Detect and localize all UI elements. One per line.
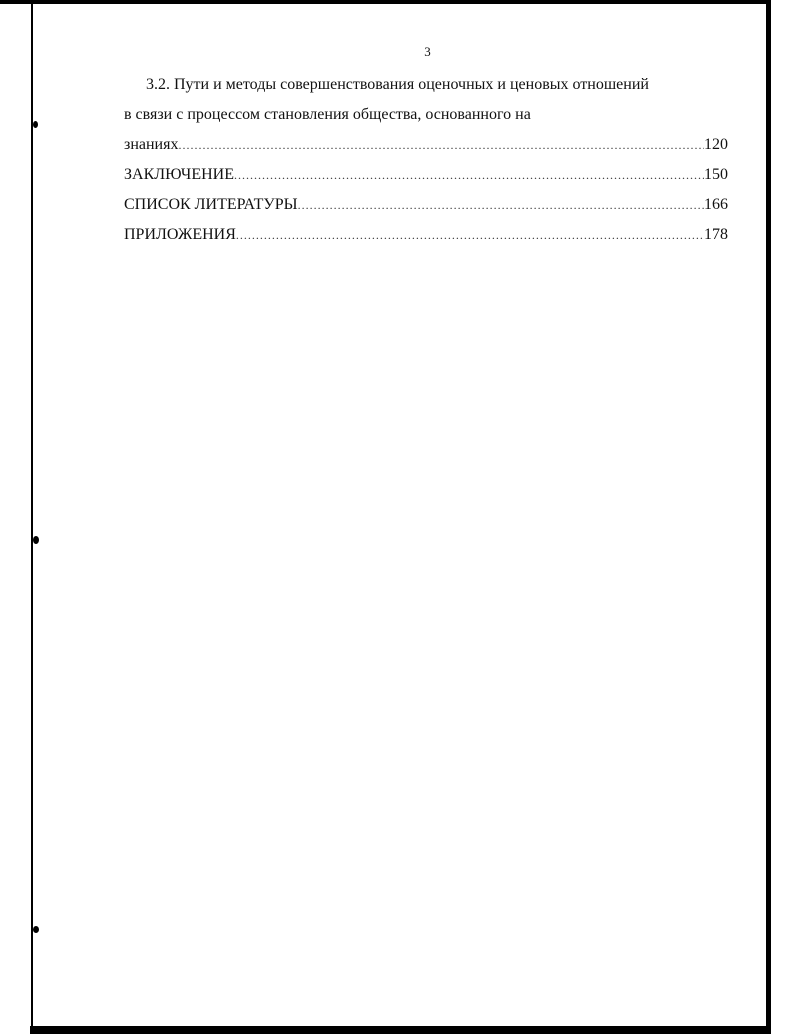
toc-entry-page: 120 xyxy=(704,136,728,153)
toc-entry-label: ЗАКЛЮЧЕНИЕ xyxy=(124,166,234,183)
scan-border-left xyxy=(31,0,33,1030)
toc-entry-3-2-line-1: 3.2. Пути и методы совершенствования оценочных и ценовых отношений xyxy=(146,76,649,93)
toc-leader-dots xyxy=(178,130,704,160)
toc-entry-label: знаниях xyxy=(124,136,179,153)
scan-border-top xyxy=(0,0,766,4)
toc-entry-appendices xyxy=(124,220,728,250)
scan-speck xyxy=(33,121,38,128)
toc-entry-3-2-line-2: в связи с процессом становления общества, основанного на xyxy=(124,106,531,123)
toc-entry-page: 166 xyxy=(704,196,728,213)
toc-entry-page: 150 xyxy=(704,166,728,183)
toc-leader-dots xyxy=(298,190,704,220)
table-of-contents xyxy=(124,70,728,250)
scan-border-right xyxy=(766,0,771,1034)
scan-speck xyxy=(33,926,39,933)
scan-speck xyxy=(33,536,39,544)
toc-entry-label: ПРИЛОЖЕНИЯ xyxy=(124,226,236,243)
page-number: 3 xyxy=(424,44,431,59)
toc-entry-references xyxy=(124,190,728,220)
toc-entry-page: 178 xyxy=(704,226,728,243)
toc-entry-3-2-line-3 xyxy=(124,130,728,160)
toc-entry-label: СПИСОК ЛИТЕРАТУРЫ xyxy=(124,196,298,213)
scan-border-bottom xyxy=(30,1026,771,1034)
toc-leader-dots xyxy=(234,160,704,190)
toc-entry-conclusion xyxy=(124,160,728,190)
toc-leader-dots xyxy=(236,220,704,250)
